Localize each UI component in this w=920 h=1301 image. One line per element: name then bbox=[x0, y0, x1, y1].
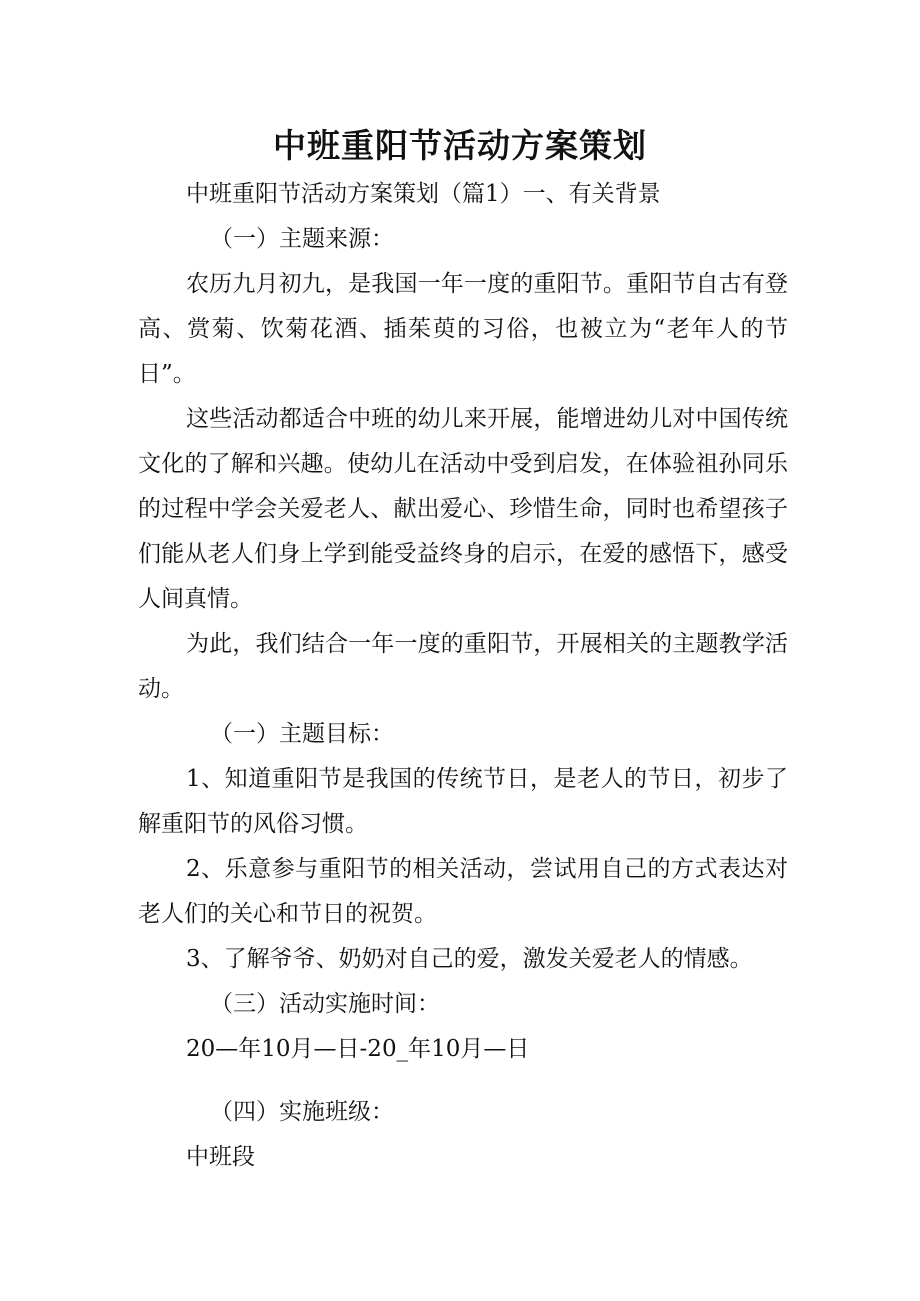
section-heading-source: （一）主题来源： bbox=[210, 226, 394, 252]
section-heading-class: （四）实施班级： bbox=[210, 1099, 394, 1125]
paragraph: 这些活动都适合中班的幼儿来开展，能增进幼儿对中国传统文化的了解和兴趣。使幼儿在活动中受到启发，在体验祖孙同乐的过程中学会关爱老人、献出爱心、珍惜生命，同时也希望孩子们能从老人们身上学到能受益终身的启示，在爱的感悟下，感受人间真情。 bbox=[138, 406, 788, 612]
document-body bbox=[138, 172, 788, 1180]
paragraph: 农历九月初九，是我国一年一度的重阳节。重阳节自古有登高、赏菊、饮菊花酒、插茱萸的习俗，也被立为“老年人的节日”。 bbox=[138, 271, 788, 387]
class-value: 中班段 bbox=[186, 1144, 255, 1170]
section-heading-goal: （一）主题目标： bbox=[210, 721, 394, 747]
goal-item: 2、乐意参与重阳节的相关活动，尝试用自己的方式表达对老人们的关心和节日的祝贺。 bbox=[138, 856, 788, 927]
goal-item: 3、了解爷爷、奶奶对自己的爱，激发关爱老人的情感。 bbox=[186, 946, 753, 972]
section-heading-time: （三）活动实施时间： bbox=[210, 991, 440, 1017]
document-title: 中班重阳节活动方案策划 bbox=[273, 126, 647, 165]
time-range: 20—年10月—日-20_年10月—日 bbox=[186, 1036, 530, 1062]
intro-paragraph: 中班重阳节活动方案策划（篇1）一、有关背景 bbox=[186, 181, 661, 207]
paragraph: 为此，我们结合一年一度的重阳节，开展相关的主题教学活动。 bbox=[138, 631, 788, 702]
spacer bbox=[138, 1072, 788, 1090]
goal-item: 1、知道重阳节是我国的传统节日，是老人的节日，初步了解重阳节的风俗习惯。 bbox=[138, 766, 788, 837]
